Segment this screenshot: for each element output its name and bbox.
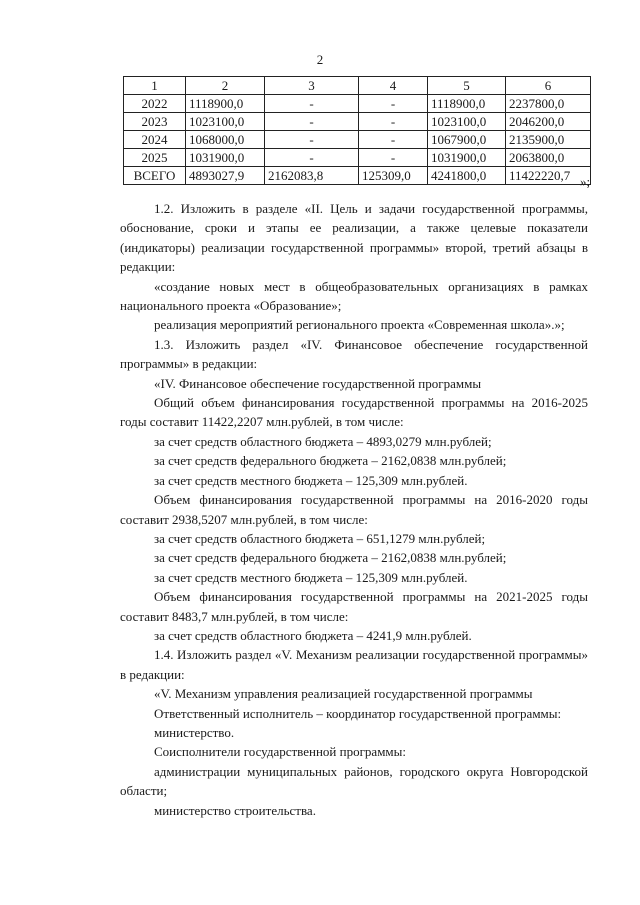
page-number: 2 xyxy=(316,52,324,67)
paragraph: за счет средств местного бюджета – 125,309 млн.рублей. xyxy=(154,472,468,488)
table-cell: 2046200,0 xyxy=(506,113,591,131)
table-cell: - xyxy=(265,149,359,167)
table-row xyxy=(124,113,591,131)
table-cell: ВСЕГО xyxy=(124,167,186,185)
table-cell: - xyxy=(265,131,359,149)
table-cell: 1067900,0 xyxy=(428,131,506,149)
table-cell: 1068000,0 xyxy=(186,131,265,149)
table-cell: 1118900,0 xyxy=(428,95,506,113)
paragraph: за счет средств областного бюджета – 4241,9 млн.рублей. xyxy=(154,627,472,643)
table-cell: 2237800,0 xyxy=(506,95,591,113)
table-cell: - xyxy=(359,131,428,149)
table-cell: 11422220,7 xyxy=(506,167,591,185)
table-header-cell: 1 xyxy=(124,77,186,95)
paragraph: 1.2. Изложить в разделе «II. Цель и задачи государственной программы, обоснование, сроки и этапы ее реализации, а также целевые показатели (индикаторы) реализации государственной программы» второй, третий абзацы в редакции: xyxy=(120,201,588,275)
paragraph: 1.4. Изложить раздел «V. Механизм реализации государственной программы» в редакции: xyxy=(120,647,588,682)
table-header-cell: 6 xyxy=(506,77,591,95)
table-cell: - xyxy=(359,113,428,131)
table-cell: 2063800,0 xyxy=(506,149,591,167)
table-header-cell: 5 xyxy=(428,77,506,95)
table-cell: 1031900,0 xyxy=(186,149,265,167)
paragraph: за счет средств областного бюджета – 651,1279 млн.рублей; xyxy=(154,530,486,546)
paragraph: «создание новых мест в общеобразовательных организациях в рамках национального проекта «Образование»; xyxy=(120,278,588,314)
table-row xyxy=(124,149,591,167)
table-cell: - xyxy=(265,95,359,113)
table-cell: 1031900,0 xyxy=(428,149,506,167)
paragraph: за счет средств федерального бюджета – 2162,0838 млн.рублей; xyxy=(154,550,507,566)
table-cell: 2024 xyxy=(124,131,186,149)
table-cell: 125309,0 xyxy=(359,167,428,185)
financing-table xyxy=(123,76,591,185)
table-closing-mark: »; xyxy=(580,174,591,189)
table-cell: 2025 xyxy=(124,149,186,167)
table-total-row xyxy=(124,167,591,185)
table-cell: 2135900,0 xyxy=(506,131,591,149)
table-cell: 4241800,0 xyxy=(428,167,506,185)
table-cell: 1023100,0 xyxy=(186,113,265,131)
paragraph: Объем финансирования государственной программы на 2021-2025 годы составит 8483,7 млн.рублей, в том числе: xyxy=(120,589,588,624)
paragraph: министерство строительства. xyxy=(154,802,316,818)
table-cell: 2162083,8 xyxy=(265,167,359,185)
table-header-cell: 2 xyxy=(186,77,265,95)
table-row xyxy=(124,95,591,113)
document-body xyxy=(120,199,588,820)
table-cell: 2023 xyxy=(124,113,186,131)
paragraph: за счет средств областного бюджета – 4893,0279 млн.рублей; xyxy=(154,433,492,449)
paragraph: «IV. Финансовое обеспечение государственной программы xyxy=(154,375,482,391)
table-cell: - xyxy=(359,149,428,167)
paragraph: «V. Механизм управления реализацией государственной программы xyxy=(154,686,533,702)
table-cell: 1023100,0 xyxy=(428,113,506,131)
table-header-cell: 3 xyxy=(265,77,359,95)
table-cell: 1118900,0 xyxy=(186,95,265,113)
table-cell: 4893027,9 xyxy=(186,167,265,185)
paragraph: за счет средств местного бюджета – 125,309 млн.рублей. xyxy=(154,569,468,585)
paragraph: министерство. xyxy=(154,724,235,740)
paragraph: администрации муниципальных районов, городского округа Новгородской области; xyxy=(120,763,588,799)
paragraph: Ответственный исполнитель – координатор государственной программы: xyxy=(154,705,562,721)
paragraph: Общий объем финансирования государственной программы на 2016-2025 годы составит 11422,2207 млн.рублей, в том числе: xyxy=(120,395,588,430)
paragraph: Объем финансирования государственной программы на 2016-2020 годы составит 2938,5207 млн.рублей, в том числе: xyxy=(120,492,588,527)
paragraph: за счет средств федерального бюджета – 2162,0838 млн.рублей; xyxy=(154,453,507,469)
table-row xyxy=(124,131,591,149)
table-cell: - xyxy=(359,95,428,113)
table-cell: 2022 xyxy=(124,95,186,113)
table-header-cell: 4 xyxy=(359,77,428,95)
table-header-row xyxy=(124,77,591,95)
paragraph: 1.3. Изложить раздел «IV. Финансовое обеспечение государственной программы» в редакции: xyxy=(120,336,588,372)
paragraph: Соисполнители государственной программы: xyxy=(154,744,406,760)
paragraph: реализация мероприятий регионального проекта «Современная школа».»; xyxy=(154,317,565,333)
table-cell: - xyxy=(265,113,359,131)
